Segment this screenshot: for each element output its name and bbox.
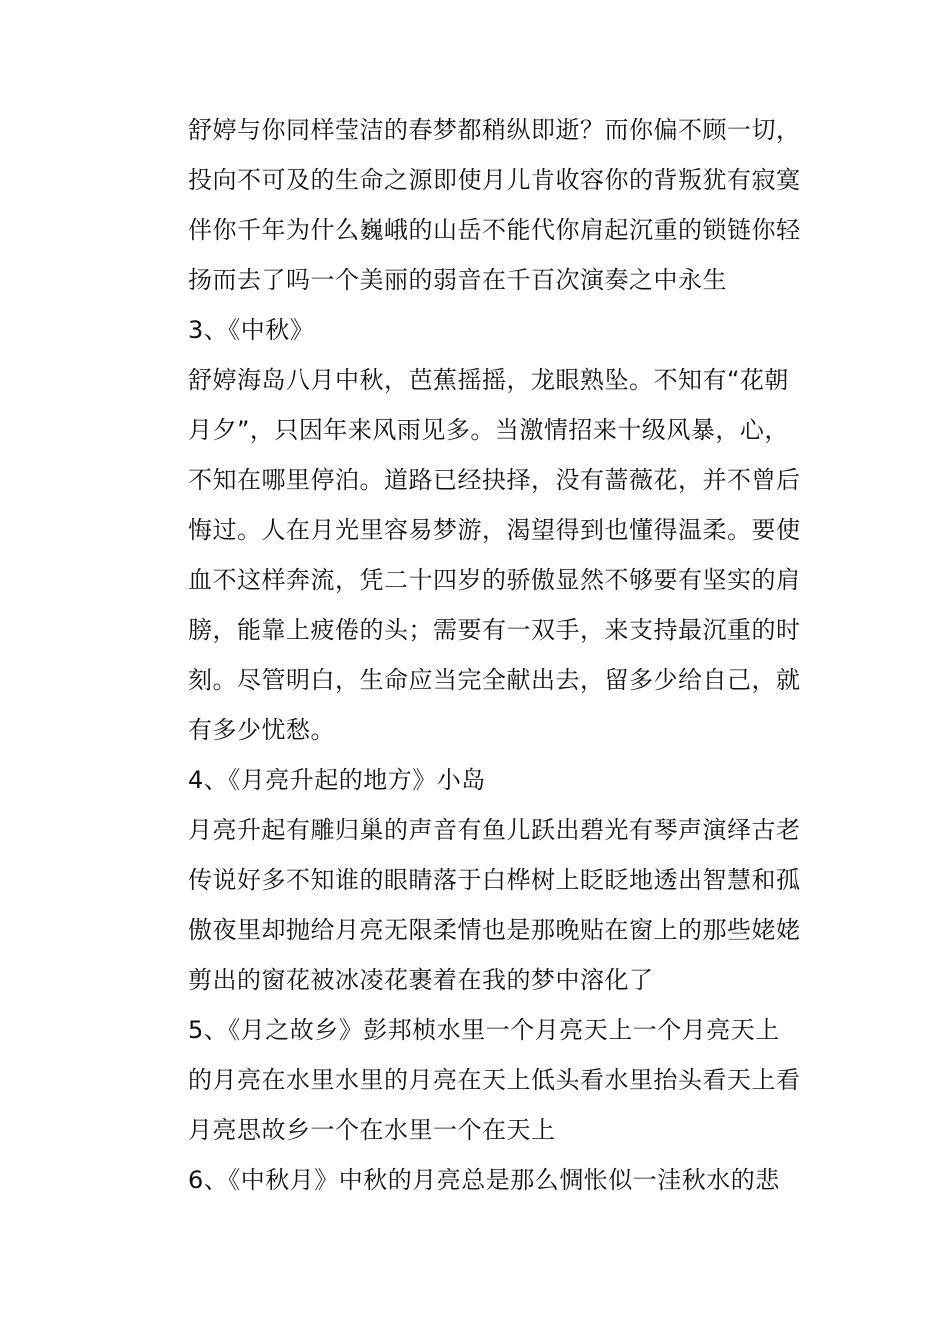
- text-line: 月亮升起有雕归巢的声音有鱼儿跃出碧光有琴声演绎古老: [188, 816, 801, 844]
- text-line: 不知在哪里停泊。道路已经抉择，没有蔷薇花，并不曾后: [188, 466, 801, 494]
- section-heading: 3、《中秋》: [188, 316, 315, 344]
- text-line: 膀，能靠上疲倦的头；需要有一双手，来支持最沉重的时: [188, 616, 801, 644]
- section-heading: 6、《中秋月》中秋的月亮总是那么惆怅似一洼秋水的悲: [188, 1166, 780, 1194]
- text-line: 剪出的窗花被冰凌花裹着在我的梦中溶化了: [188, 966, 654, 994]
- text-line: 投向不可及的生命之源即使月儿肯收容你的背叛犹有寂寞: [188, 166, 801, 194]
- text-line: 传说好多不知谁的眼睛落于白桦树上眨眨地透出智慧和孤: [188, 866, 801, 894]
- text-line: 悔过。人在月光里容易梦游，渴望得到也懂得温柔。要使: [188, 516, 801, 544]
- text-line: 的月亮在水里水里的月亮在天上低头看水里抬头看天上看: [188, 1066, 801, 1094]
- text-line: 血不这样奔流，凭二十四岁的骄傲显然不够要有坚实的肩: [188, 566, 801, 594]
- text-line: 刻。尽管明白，生命应当完全献出去，留多少给自己，就: [188, 666, 801, 694]
- text-line: 傲夜里却抛给月亮无限柔情也是那晚贴在窗上的那些姥姥: [188, 916, 801, 944]
- text-line: 扬而去了吗一个美丽的弱音在千百次演奏之中永生: [188, 266, 727, 294]
- text-line: 舒婷与你同样莹洁的春梦都稍纵即逝？而你偏不顾一切，: [188, 116, 801, 144]
- text-line: 有多少忧愁。: [188, 716, 335, 744]
- section-heading: 4、《月亮升起的地方》小岛: [188, 766, 486, 794]
- text-line: 月亮思故乡一个在水里一个在天上: [188, 1116, 556, 1144]
- text-line: 舒婷海岛八月中秋，芭蕉摇摇，龙眼熟坠。不知有“花朝: [188, 366, 789, 394]
- section-heading: 5、《月之故乡》彭邦桢水里一个月亮天上一个月亮天上: [188, 1016, 780, 1044]
- text-line: 月夕”，只因年来风雨见多。当激情招来十级风暴，心，: [188, 416, 789, 444]
- text-line: 伴你千年为什么巍峨的山岳不能代你肩起沉重的锁链你轻: [188, 216, 801, 244]
